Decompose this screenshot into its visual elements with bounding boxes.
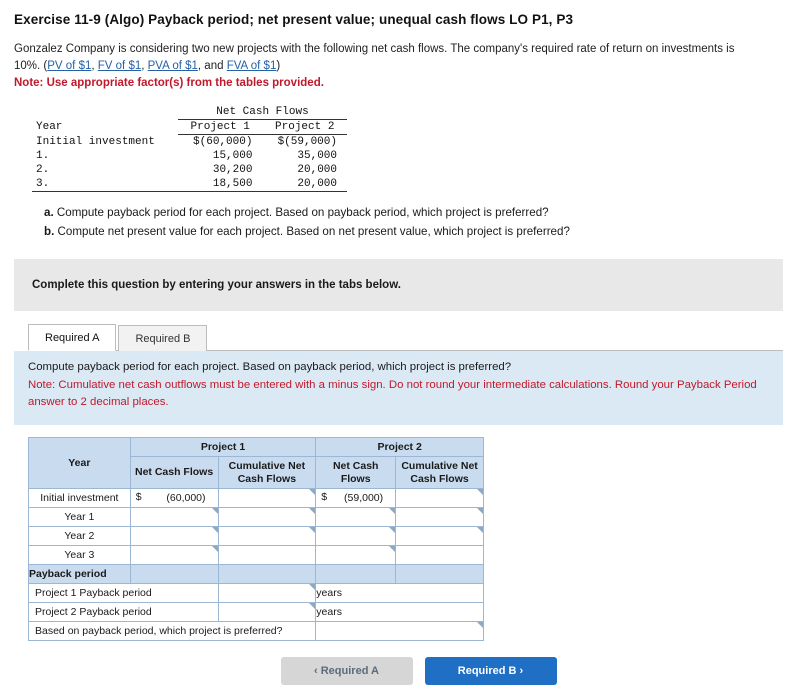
table-row: [29, 489, 484, 508]
use-tables-note: Note: Use appropriate factor(s) from the tables provided.: [14, 77, 324, 90]
question-b: [44, 223, 783, 242]
chevron-left-icon: ‹: [314, 665, 318, 678]
cash-flow-column-header-row: [32, 120, 347, 135]
payback-header-filler-2: [218, 565, 316, 584]
cell-corner-icon: [309, 489, 315, 495]
row-label-preferred-project: Based on payback period, which project is preferred?: [29, 622, 316, 641]
value: [131, 553, 218, 557]
value: [316, 515, 395, 519]
value: (59,000): [344, 492, 384, 505]
requirement-note-line1: Note: Cumulative net cash outflows must be entered with a minus sign. Do not round your intermediate calculations. Round: [28, 379, 649, 392]
input-p2-cum-year2[interactable]: [396, 527, 484, 546]
cell-corner-icon: [212, 546, 218, 552]
requirement-note-line2: your Payback Period answer to 2 decimal places.: [28, 379, 757, 408]
payback-header-filler-4: [396, 565, 484, 584]
cell-corner-icon: [309, 527, 315, 533]
row-value-p2: 35,000: [297, 150, 337, 163]
value: [396, 496, 483, 500]
payback-period-section-header: [29, 565, 484, 584]
value: [219, 515, 316, 519]
cell-corner-icon: [309, 603, 315, 609]
question-b-text: Compute net present value for each project. Based on net present value, which project is preferred?: [57, 224, 570, 238]
col-header-year: Year: [36, 121, 63, 134]
table-row: [29, 546, 484, 565]
requirement-prompt: Compute payback period for each project. Based on payback period, which project is preferred?: [28, 361, 512, 374]
dollar-sign: $: [135, 491, 142, 504]
cash-flow-table-wrap: [32, 105, 362, 192]
input-p2-cum-year1[interactable]: [396, 508, 484, 527]
input-project1-payback[interactable]: [218, 584, 316, 603]
row-value-p1: 15,000: [212, 150, 253, 163]
instruction-banner: Complete this question by entering your answers in the tabs below.: [14, 259, 783, 311]
table-row: [29, 584, 484, 603]
col-header-project1: Project 1: [178, 120, 263, 135]
answer-table: [28, 437, 484, 642]
row-label: 1.: [36, 150, 50, 163]
cell-corner-icon: [212, 508, 218, 514]
intro-text-before: Gonzalez Company is considering two new projects with the following net cash flows. The company's required rate of return on investments is 10%. (: [14, 43, 735, 72]
navigation-buttons: [14, 657, 783, 685]
input-p1-ncf-year2[interactable]: [130, 527, 218, 546]
question-list: [44, 204, 783, 241]
row-label: 2.: [36, 164, 50, 177]
cell-corner-icon: [477, 489, 483, 495]
value: [219, 496, 316, 500]
payback-header-filler-3: [316, 565, 396, 584]
tab-bar: [28, 321, 783, 351]
dollar-sign: $: [321, 491, 328, 504]
row-label-project1-payback: Project 1 Payback period: [29, 584, 219, 603]
answer-table-wrap: [14, 425, 783, 642]
answer-header-project1: Project 1: [130, 437, 316, 457]
question-a: [44, 204, 783, 223]
requirement-note: [28, 377, 769, 410]
row-label-year-1: Year 1: [29, 508, 131, 527]
link-sep-1: ,: [91, 59, 98, 72]
value: (60,000): [166, 492, 206, 505]
cell-corner-icon: [477, 527, 483, 533]
unit-project2-payback: years: [316, 603, 484, 622]
row-value-p1: 30,200: [212, 164, 253, 177]
value: [316, 534, 395, 538]
unit-project1-payback: years: [316, 584, 484, 603]
tab-required-a[interactable]: Required A: [28, 324, 116, 351]
question-b-label: b.: [44, 224, 55, 238]
row-value-p2: 20,000: [297, 164, 337, 177]
answer-header-net-cash-flows-p2: Net Cash Flows: [316, 457, 396, 489]
row-label-initial-investment: Initial investment: [29, 489, 131, 508]
payback-period-label: Payback period: [29, 565, 131, 584]
input-p1-cum-year3[interactable]: [218, 546, 316, 565]
cell-corner-icon: [389, 546, 395, 552]
table-row: [32, 135, 347, 150]
value: [316, 629, 483, 633]
cash-flow-group-header-row: [32, 105, 347, 120]
net-cash-flows-header: Net Cash Flows: [178, 105, 347, 120]
row-value-p2: $(59,000): [277, 136, 337, 149]
table-row: [32, 177, 347, 192]
table-row: [32, 163, 347, 177]
value: [131, 515, 218, 519]
table-row: [32, 149, 347, 163]
link-pva-of-1[interactable]: PVA of $1: [147, 59, 198, 72]
cell-corner-icon: [477, 622, 483, 628]
row-value-p1: $(60,000): [193, 136, 253, 149]
link-pv-of-1[interactable]: PV of $1: [47, 59, 92, 72]
value: [396, 515, 483, 519]
prev-button-label: Required A: [320, 665, 379, 678]
row-label-project2-payback: Project 2 Payback period: [29, 603, 219, 622]
row-label: Initial investment: [36, 136, 155, 149]
tab-required-b[interactable]: Required B: [118, 325, 207, 351]
row-value-p2: 20,000: [262, 177, 347, 192]
answer-header-net-cash-flows-p1: Net Cash Flows: [130, 457, 218, 489]
cell-corner-icon: [309, 584, 315, 590]
chevron-right-icon: ›: [519, 665, 524, 678]
value: [219, 610, 316, 614]
cell-corner-icon: [309, 508, 315, 514]
col-header-project2: Project 2: [262, 120, 347, 135]
value: [396, 534, 483, 538]
intro-text-after: ): [276, 59, 281, 72]
answer-header-year: Year: [29, 437, 131, 489]
requirement-panel: [14, 351, 783, 424]
input-p1-ncf-initial[interactable]: [130, 489, 218, 508]
link-fva-of-1[interactable]: FVA of $1: [226, 59, 277, 72]
input-p2-cum-year3[interactable]: [396, 546, 484, 565]
prev-required-a-button[interactable]: [281, 657, 413, 685]
value: [316, 553, 395, 557]
row-value-p1: 18,500: [178, 177, 263, 192]
page-title: Exercise 11-9 (Algo) Payback period; net present value; unequal cash flows LO P1, P3: [14, 12, 574, 27]
table-row: [29, 527, 484, 546]
question-a-text: Compute payback period for each project. Based on payback period, which project is preferred?: [56, 206, 549, 220]
input-p2-cum-initial[interactable]: [396, 489, 484, 508]
value: [219, 591, 316, 595]
input-p2-ncf-initial[interactable]: [316, 489, 396, 508]
input-project2-payback[interactable]: [218, 603, 316, 622]
cell-corner-icon: [212, 527, 218, 533]
input-p2-ncf-year2[interactable]: [316, 527, 396, 546]
cell-corner-icon: [477, 508, 483, 514]
row-label: 3.: [32, 177, 178, 192]
cell-corner-icon: [389, 527, 395, 533]
cash-flow-table: [32, 105, 347, 192]
input-p1-cum-initial[interactable]: [218, 489, 316, 508]
intro-paragraph: [14, 41, 744, 74]
value: [219, 534, 316, 538]
table-row: [29, 603, 484, 622]
cell-corner-icon: [389, 508, 395, 514]
link-fv-of-1[interactable]: FV of $1: [97, 59, 142, 72]
value: [219, 553, 316, 557]
link-sep-2: ,: [141, 59, 148, 72]
next-required-b-button[interactable]: [425, 657, 557, 685]
row-label-year-2: Year 2: [29, 527, 131, 546]
input-p1-ncf-year1[interactable]: [130, 508, 218, 527]
input-p1-cum-year2[interactable]: [218, 527, 316, 546]
value: [131, 534, 218, 538]
answer-header-project2: Project 2: [316, 437, 484, 457]
table-row: [29, 508, 484, 527]
question-a-label: a.: [44, 206, 54, 220]
input-p1-cum-year1[interactable]: [218, 508, 316, 527]
input-p1-ncf-year3[interactable]: [130, 546, 218, 565]
link-sep-3: , and: [197, 59, 227, 72]
value: [396, 553, 483, 557]
input-p2-ncf-year3[interactable]: [316, 546, 396, 565]
row-label-year-3: Year 3: [29, 546, 131, 565]
next-button-label: Required B: [457, 665, 517, 678]
payback-header-filler-1: [130, 565, 218, 584]
answer-table-group-header-row: [29, 437, 484, 457]
answer-header-cumulative-p2: Cumulative Net Cash Flows: [396, 457, 484, 489]
input-p2-ncf-year1[interactable]: [316, 508, 396, 527]
answer-header-cumulative-p1: Cumulative Net Cash Flows: [218, 457, 316, 489]
